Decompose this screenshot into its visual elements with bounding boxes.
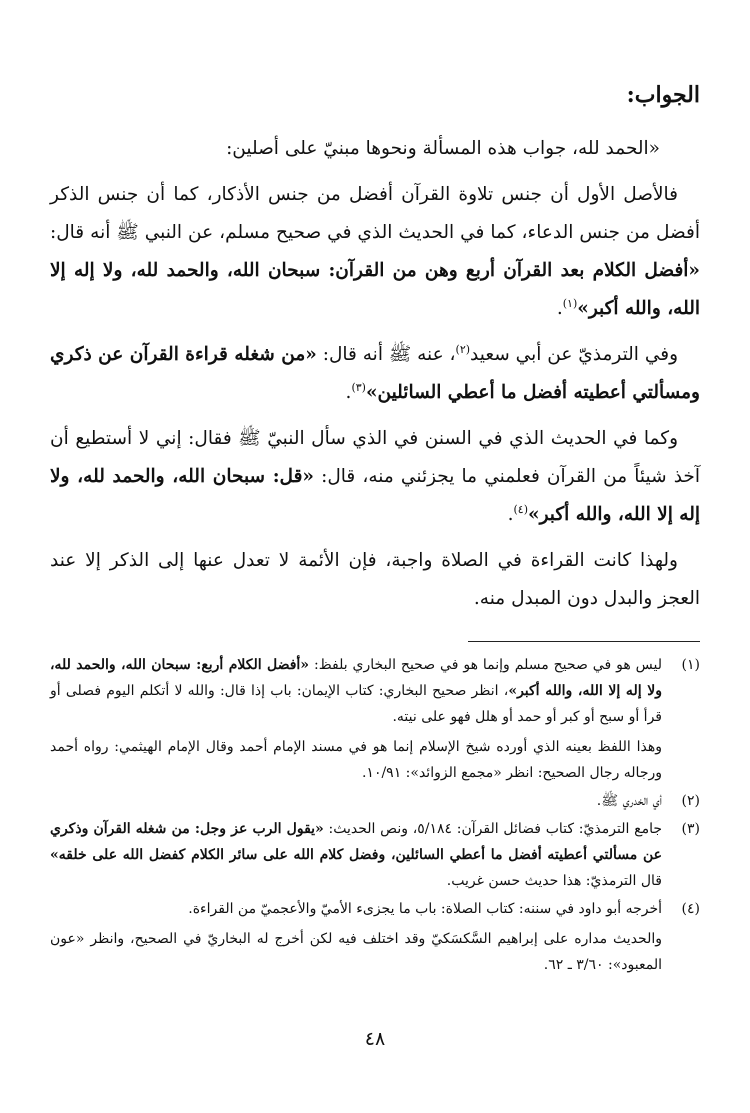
footnote-text: أخرجه أبو داود في سننه: كتاب الصلاة: باب ما يجزىء الأميّ والأعجميّ من القراءة. — [188, 901, 662, 917]
footnote-quote: «يقول الرب عز وجل: من شغله القرآن وذكري عن مسألتي أعطيته أفضل ما أعطي السائلين، وفضل كلام الله على سائر الكلام كفضل الله على خلقه» — [50, 821, 662, 863]
document-page — [50, 0, 700, 1113]
paragraph-2-end: . — [556, 298, 563, 319]
footnote-4 — [50, 896, 700, 978]
paragraph-1 — [50, 130, 700, 168]
footnotes-section — [50, 652, 700, 980]
footnote-body — [50, 652, 662, 786]
footnote-2 — [50, 788, 700, 814]
footnote-number: (٤) — [681, 901, 700, 917]
footnote-text: قال الترمذيّ: هذا حديث حسن غريب. — [446, 873, 662, 889]
paragraph-4-text: وكما في الحديث الذي في السنن في الذي سأل النبيّ ﷺ فقال: إني لا أستطيع أن آخذ شيئاً من القرآن فعلمني ما يجزئني منه، قال: — [50, 428, 701, 487]
footnote-body — [50, 896, 662, 978]
footnote-text: وهذا اللفظ بعينه الذي أورده شيخ الإسلام إنما هو في مسند الإمام أحمد وقال الإمام الهيثمي: رواه أحمد ورجاله رجال الصحيح: انظر «مجمع الزوائد»: ١٠/٩١. — [50, 739, 662, 781]
footnote-text: جامع الترمذيّ: كتاب فضائل القرآن: ٥/١٨٤، ونص الحديث: — [323, 821, 662, 837]
footnote-ref-4[interactable]: (٤) — [513, 502, 528, 516]
paragraph-3-end: . — [345, 382, 352, 403]
footnote-quote: «أفضل الكلام أربع: سبحان الله، والحمد لله، ولا إله إلا الله، والله أكبر» — [50, 657, 662, 699]
page-heading: الجواب: — [626, 82, 700, 108]
footnote-divider — [468, 641, 700, 642]
footnote-text: أي الخدري ﷺ. — [596, 793, 662, 809]
page-number: ٤٨ — [364, 1028, 386, 1050]
footnote-1-text — [50, 652, 662, 730]
main-text — [50, 130, 700, 626]
footnote-text: ، انظر صحيح البخاري: كتاب الإيمان: باب إذا قال: والله لا أتكلم اليوم فصلى أو قرأ أو سبح أو كبر أو حمد أو هلل فهو على نيته. — [50, 683, 662, 725]
paragraph-2 — [50, 176, 700, 328]
footnote-1-text-2 — [50, 734, 662, 786]
hadith-quote: «من شغله قراءة القرآن عن ذكري ومسألتي أعطيته أفضل ما أعطي السائلين» — [50, 344, 700, 403]
footnote-number: (٣) — [681, 821, 700, 837]
paragraph-3-text: وفي الترمذيّ عن أبي سعيد — [470, 344, 679, 365]
footnote-body — [50, 816, 662, 894]
paragraph-1-text: «الحمد لله، جواب هذه المسألة ونحوها مبنيّ على أصلين: — [226, 138, 660, 159]
footnote-4-text — [50, 896, 662, 922]
paragraph-5-text: ولهذا كانت القراءة في الصلاة واجبة، فإن الأئمة لا تعدل عنها إلى الذكر إلا عند العجز والبدل دون المبدل منه. — [50, 550, 700, 609]
footnote-text: والحديث مداره على إبراهيم السَّكسَكيّ وقد اختلف فيه لكن أخرج له البخاريّ في الصحيح، وانظر «عون المعبود»: ٣/٦٠ ـ ٦٢. — [50, 931, 662, 973]
paragraph-3 — [50, 336, 700, 412]
paragraph-4-end: . — [507, 504, 514, 525]
footnote-number: (١) — [681, 657, 700, 673]
footnote-3 — [50, 816, 700, 894]
footnote-2-text — [50, 788, 662, 814]
footnote-1 — [50, 652, 700, 786]
paragraph-5 — [50, 542, 700, 618]
paragraph-2-text: فالأصل الأول أن جنس تلاوة القرآن أفضل من جنس الأذكار، كما أن جنس الذكر أفضل من جنس الدعاء، كما في الحديث الذي في صحيح مسلم، عن النبي ﷺ أنه قال: — [50, 184, 700, 243]
footnote-number: (٢) — [681, 793, 700, 809]
footnote-text: ليس هو في صحيح مسلم وإنما هو في صحيح البخاري بلفظ: — [309, 657, 662, 673]
hadith-quote: «قل: سبحان الله، والحمد لله، ولا إله إلا الله، والله أكبر» — [50, 466, 700, 525]
hadith-quote: «أفضل الكلام بعد القرآن أربع وهن من القرآن: سبحان الله، والحمد لله، ولا إله إلا الله، والله أكبر» — [50, 260, 700, 319]
footnote-3-text — [50, 816, 662, 894]
footnote-body — [50, 788, 662, 814]
footnote-ref-3[interactable]: (٣) — [351, 380, 366, 394]
paragraph-3-text-2: ، عنه ﷺ أنه قال: — [316, 344, 456, 365]
paragraph-4 — [50, 420, 700, 534]
footnote-ref-1[interactable]: (١) — [562, 296, 578, 310]
footnote-4-text-2 — [50, 926, 662, 978]
footnote-ref-2[interactable]: (٢) — [455, 342, 471, 356]
